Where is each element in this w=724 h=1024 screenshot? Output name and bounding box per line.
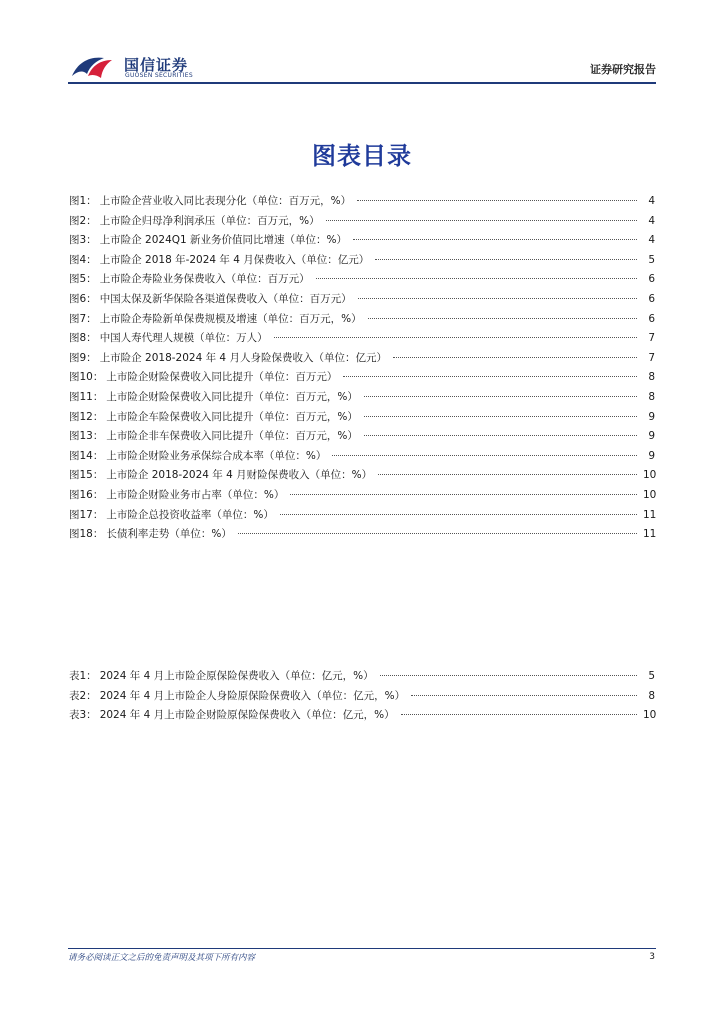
figure-entry-label: 图12： [69, 410, 104, 423]
figure-entry-page: 8 [648, 390, 655, 403]
figure-entry-label: 图15： [69, 469, 104, 482]
figure-entry[interactable] [69, 290, 655, 310]
table-entry-title: 2024 年 4 月上市险企财险原保险保费收入（单位：亿元，%） [99, 709, 395, 722]
logo-english-name: GUOSEN SECURITIES [125, 72, 194, 79]
dot-leader [332, 454, 637, 456]
figure-entry[interactable] [69, 270, 655, 290]
figure-entry-page: 9 [648, 430, 655, 443]
figure-entry-label: 图7： [69, 312, 97, 325]
figure-entry-page: 4 [648, 214, 655, 227]
figure-entry-title: 上市险企寿险业务保费收入（单位：百万元） [99, 273, 310, 286]
figure-entry-title: 上市险企总投资收益率（单位：%） [106, 508, 274, 521]
figure-entry-page: 9 [648, 410, 655, 423]
figure-entry-title: 长债利率走势（单位：%） [106, 528, 232, 541]
figure-entry-title: 上市险企车险保费收入同比提升（单位：百万元，%） [106, 410, 358, 423]
figure-entry[interactable] [69, 486, 655, 506]
dot-leader [393, 356, 637, 358]
logo-chinese-name: 国信证券 [124, 56, 189, 74]
figure-entry[interactable] [69, 427, 655, 447]
figure-entry-title: 中国太保及新华保险各渠道保费收入（单位：百万元） [99, 292, 352, 305]
dot-leader [280, 513, 637, 515]
figure-entry-label: 图2： [69, 214, 97, 227]
table-entry-label: 表2： [69, 689, 97, 702]
figure-entry-title: 上市险企财险业务承保综合成本率（单位：%） [106, 449, 327, 462]
table-entry-page: 8 [648, 689, 655, 702]
report-type-label: 证券研究报告 [590, 63, 656, 76]
figure-entry-label: 图14： [69, 449, 104, 462]
figure-entry[interactable] [69, 447, 655, 467]
footer-divider [68, 948, 656, 949]
figure-entry[interactable] [69, 251, 655, 271]
dot-leader [238, 532, 637, 534]
figure-entry-title: 上市险企财险保费收入同比提升（单位：百万元，%） [106, 390, 358, 403]
table-entry-label: 表3： [69, 709, 97, 722]
figure-entry-page: 10 [643, 488, 657, 501]
figure-entry-page: 6 [648, 292, 655, 305]
figure-entry-title: 上市险企非车保费收入同比提升（单位：百万元，%） [106, 430, 358, 443]
table-entry[interactable] [69, 687, 655, 707]
figure-entry-title: 中国人寿代理人规模（单位：万人） [99, 332, 268, 345]
figure-entry-page: 11 [643, 508, 657, 521]
table-entry-title: 2024 年 4 月上市险企原保险保费收入（单位：亿元，%） [99, 670, 374, 682]
figure-entry-label: 图3： [69, 234, 97, 247]
page-header [68, 50, 656, 84]
figure-entry-page: 7 [648, 332, 655, 345]
figure-entry-label: 图6： [69, 292, 97, 305]
dot-leader [378, 473, 637, 475]
figure-entry[interactable] [69, 388, 655, 408]
dot-leader [343, 375, 637, 377]
dot-leader [274, 336, 637, 338]
guosen-logo [68, 52, 218, 84]
figure-entry[interactable] [69, 466, 655, 486]
figure-entry-page: 6 [648, 312, 655, 325]
table-entry[interactable] [69, 706, 655, 726]
toc-title: 图表目录 [312, 142, 412, 170]
dot-leader [364, 415, 637, 417]
figure-entry-title: 上市险企财险业务市占率（单位：%） [106, 488, 285, 501]
table-entry-page: 5 [648, 670, 655, 682]
figure-entry[interactable] [69, 231, 655, 251]
dot-leader [290, 493, 637, 495]
dot-leader [316, 277, 637, 279]
page-number: 3 [649, 952, 655, 962]
disclaimer-text: 请务必阅读正文之后的免责声明及其项下所有内容 [68, 953, 256, 963]
figure-entry-title: 上市险企寿险新单保费规模及增速（单位：百万元，%） [99, 312, 362, 325]
figure-entry-page: 10 [643, 469, 657, 482]
dot-leader [411, 694, 637, 696]
figure-entry-label: 图13： [69, 430, 104, 443]
header-divider [68, 82, 656, 84]
figure-entry[interactable] [69, 349, 655, 369]
figure-entry-page: 11 [643, 528, 657, 541]
dot-leader [353, 238, 637, 240]
figure-entry-page: 9 [648, 449, 655, 462]
figure-entry-page: 5 [648, 253, 655, 266]
figure-entry[interactable] [69, 310, 655, 330]
figure-entry[interactable] [69, 408, 655, 428]
dot-leader [364, 434, 637, 436]
figure-entry-title: 上市险企 2018 年-2024 年 4 月保费收入（单位：亿元） [99, 253, 370, 266]
figure-entry[interactable] [69, 525, 655, 545]
figure-entry-label: 图17： [69, 508, 104, 521]
figure-entry-label: 图10： [69, 371, 104, 384]
figure-entry[interactable] [69, 212, 655, 232]
figure-entry[interactable] [69, 329, 655, 349]
figure-entry-title: 上市险企财险保费收入同比提升（单位：百万元） [106, 371, 338, 384]
figure-entry-title: 上市险企 2024Q1 新业务价值同比增速（单位：%） [99, 234, 348, 247]
dot-leader [326, 219, 637, 221]
table-entry-label: 表1： [69, 670, 97, 682]
dot-leader [364, 395, 637, 397]
table-entry-title: 2024 年 4 月上市险企人身险原保险保费收入（单位：亿元，%） [99, 689, 406, 702]
dot-leader [358, 297, 637, 299]
figure-entry-page: 4 [648, 234, 655, 247]
figure-entry-title: 上市险企 2018-2024 年 4 月财险保费收入（单位：%） [106, 469, 373, 482]
figure-entry-label: 图8： [69, 332, 97, 345]
figure-entry-label: 图9： [69, 351, 97, 364]
figure-entry[interactable] [69, 506, 655, 526]
dot-leader [380, 674, 637, 676]
table-list [69, 667, 655, 726]
figure-entry-page: 7 [648, 351, 655, 364]
figure-entry[interactable] [69, 192, 655, 212]
figure-entry-title: 上市险企营业收入同比表现分化（单位：百万元，%） [99, 195, 352, 207]
dot-leader [368, 317, 637, 319]
figure-entry-page: 6 [648, 273, 655, 286]
figure-entry-title: 上市险企归母净利润承压（单位：百万元，%） [99, 214, 320, 227]
figure-entry-label: 图5： [69, 273, 97, 286]
figure-entry-label: 图4： [69, 253, 97, 266]
table-entry-page: 10 [643, 709, 657, 722]
figure-entry-label: 图11： [69, 390, 104, 403]
guosen-logo-icon [70, 52, 114, 82]
figure-list [69, 192, 655, 545]
figure-entry-page: 4 [648, 195, 655, 207]
dot-leader [375, 258, 637, 260]
table-entry[interactable] [69, 667, 655, 687]
figure-entry-label: 图1： [69, 195, 97, 207]
figure-entry-label: 图18： [69, 528, 104, 541]
figure-entry[interactable] [69, 368, 655, 388]
dot-leader [401, 713, 637, 715]
dot-leader [357, 199, 637, 201]
figure-entry-title: 上市险企 2018-2024 年 4 月人身险保费收入（单位：亿元） [99, 351, 387, 364]
figure-entry-label: 图16： [69, 488, 104, 501]
figure-entry-page: 8 [648, 371, 655, 384]
